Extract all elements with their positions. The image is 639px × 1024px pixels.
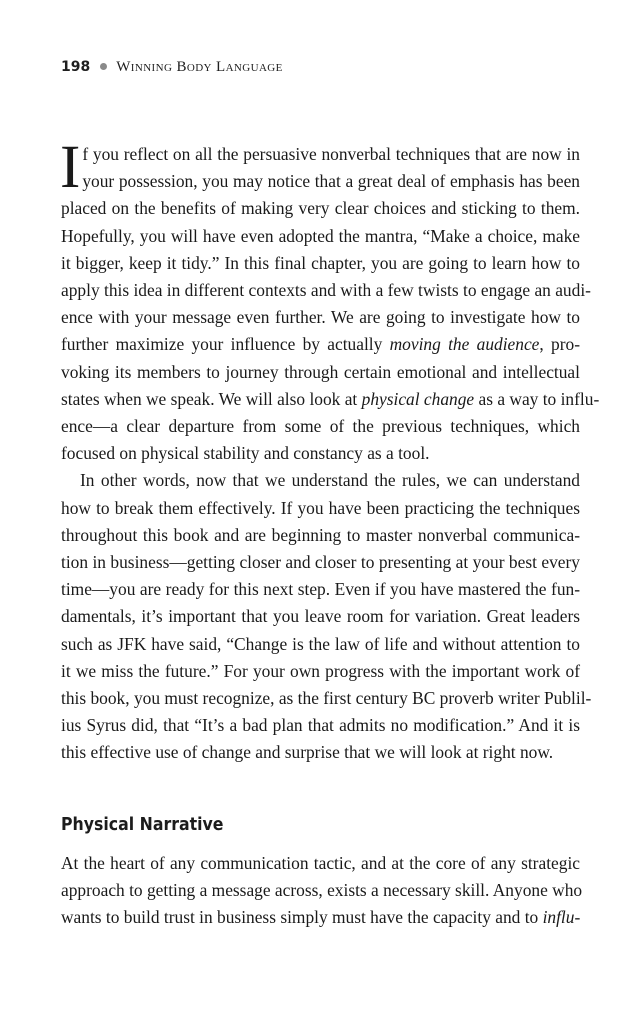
text-line: such as JFK have said, “Change is the law of life and without attention to [61, 633, 580, 654]
text-line [61, 386, 600, 413]
emphasis-moving-the-audience: moving the audience [389, 334, 540, 355]
text-line [61, 904, 580, 931]
text-line: time—you are ready for this next step. Even if you have mastered the fun- [61, 579, 580, 600]
paragraph-physical-narrative [61, 850, 583, 932]
text-span: states when we speak. We will also look at [61, 388, 362, 409]
section-heading: Physical Narrative [61, 815, 224, 835]
text-line: ence—a clear departure from some of the previous techniques, which [61, 416, 580, 437]
text-line: placed on the benefits of making very clear choices and sticking to them. [61, 198, 580, 219]
text-span: further maximize your influence by actually [61, 334, 390, 355]
text-line: this effective use of change and surprise that we will look at right now. [61, 742, 554, 763]
text-line: apply this idea in different contexts and with a few twists to engage an audi- [61, 280, 591, 301]
text-line: At the heart of any communication tactic, and at the core of any strategic [61, 853, 580, 873]
text-line: ius Syrus did, that “It’s a bad plan that admits no modification.” And it is [61, 715, 580, 736]
separator-bullet-icon [100, 63, 107, 70]
text-line: f you reflect on all the persuasive nonverbal techniques that are now in [82, 144, 580, 164]
text-line: throughout this book and are beginning to master nonverbal communica- [61, 524, 580, 545]
text-line: focused on physical stability and constancy as a tool. [61, 443, 430, 464]
text-line: damentals, it’s important that you leave room for variation. Great leaders [61, 606, 580, 627]
text-line: ence with your message even further. We are going to investigate how to [61, 307, 580, 328]
running-head [61, 58, 283, 76]
page-number: 198 [61, 59, 91, 75]
emphasis-influ: influ- [542, 907, 581, 928]
text-line: In other words, now that we understand the rules, we can understand [80, 470, 580, 491]
text-span: wants to build trust in business simply must have the capacity and to [61, 907, 543, 928]
text-line: it we miss the future.” For your own progress with the important work of [61, 660, 580, 681]
text-line: approach to getting a message across, exists a necessary skill. Anyone who [61, 880, 583, 901]
book-title: Winning Body Language [116, 59, 283, 75]
text-line: tion in business—getting closer and closer to presenting at your best every [61, 552, 580, 573]
text-line [61, 331, 580, 358]
drop-cap: I [60, 134, 81, 201]
text-span: , pro- [539, 334, 580, 355]
text-span: as a way to influ- [474, 388, 600, 409]
text-line: it bigger, keep it tidy.” In this final chapter, you are going to learn how to [61, 252, 580, 273]
text-line: voking its members to journey through certain emotional and intellectual [61, 361, 580, 382]
text-line: Hopefully, you will have even adopted the mantra, “Make a choice, make [61, 225, 580, 246]
text-line: this book, you must recognize, as the first century BC proverb writer Publil- [61, 688, 592, 709]
paragraph-intro [60, 134, 600, 767]
text-line: how to break them effectively. If you have been practicing the techniques [61, 497, 580, 518]
text-line: your possession, you may notice that a great deal of emphasis has been [82, 171, 580, 192]
emphasis-physical-change: physical change [361, 388, 475, 409]
